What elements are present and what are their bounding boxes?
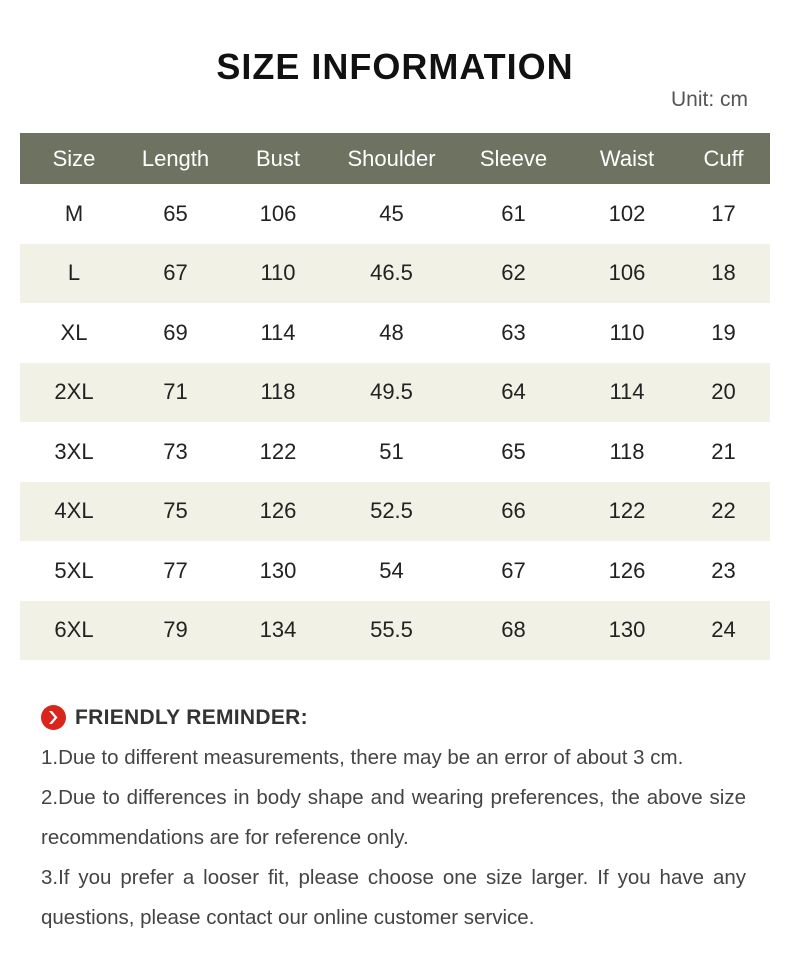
table-cell: 6XL [54,617,94,643]
unit-label: Unit: cm [670,88,748,111]
reminder-title: FRIENDLY REMINDER: [75,705,308,729]
table-cell: 4XL [54,498,94,524]
table-cell: 126 [608,557,646,583]
table-cell: 61 [501,200,526,226]
table-cell: 63 [501,319,526,345]
table-cell: 66 [501,498,526,524]
table-cell: 114 [609,379,645,405]
table-cell: 62 [501,260,526,286]
table-cell: 2XL [54,379,94,405]
table-cell: 24 [711,617,736,643]
table-cell: 102 [608,200,646,226]
table-cell: 134 [259,617,297,643]
table-cell: 122 [608,498,646,524]
table-cell: 77 [163,557,188,583]
table-cell: 130 [259,557,297,583]
header-waist: Waist [599,145,655,171]
header-bust: Bust [255,145,301,171]
header-cuff: Cuff [703,145,744,171]
table-row [20,601,770,661]
table-cell: 45 [379,200,404,226]
table-cell: M [64,200,84,226]
reminder-item: 3.If you prefer a looser fit, please choose one size larger. If you have any questions, please contact our online customer service. [41,866,746,929]
table-cell: 64 [501,379,526,405]
table-cell: 106 [608,260,646,286]
header-sleeve: Sleeve [479,145,548,171]
table-row [20,303,770,363]
table-cell: 122 [259,438,297,464]
table-cell: 67 [163,260,188,286]
table-cell: 126 [259,498,297,524]
table-cell: 118 [260,379,296,405]
table-cell: 23 [711,557,736,583]
table-cell: 67 [501,557,526,583]
table-cell: 65 [501,438,526,464]
table-cell: 75 [163,498,188,524]
table-cell: 79 [163,617,188,643]
table-cell: 19 [711,319,736,345]
table-cell: 46.5 [370,260,413,286]
table-cell: 3XL [54,438,94,464]
table-cell: 110 [609,319,645,345]
header-length: Length [141,145,210,171]
table-row [20,541,770,601]
header-shoulder: Shoulder [347,145,436,171]
table-cell: 48 [379,319,404,345]
table-header-row [20,133,770,184]
table-cell: 118 [609,438,645,464]
reminder-item: 2.Due to differences in body shape and wearing preferences, the above size recommendations are for reference only. [41,786,746,849]
table-cell: XL [60,319,88,345]
table-cell: 51 [379,438,404,464]
reminder-list [41,738,746,938]
table-cell: 130 [608,617,646,643]
header-size: Size [52,145,96,171]
page-title: SIZE INFORMATION [216,46,574,87]
table-cell: 18 [711,260,736,286]
table-row [20,184,770,244]
table-cell: 54 [379,557,404,583]
table-cell: 20 [711,379,736,405]
table-cell: 21 [711,438,736,464]
table-cell: 17 [711,200,736,226]
play-arrow-icon [41,705,66,730]
table-cell: 55.5 [370,617,413,643]
size-table [20,133,770,660]
table-cell: 110 [260,260,296,286]
table-cell: L [67,260,81,286]
table-row [20,363,770,423]
reminder-item: 1.Due to different measurements, there may be an error of about 3 cm. [41,746,684,769]
reminder-header [41,705,308,730]
table-cell: 73 [163,438,188,464]
table-cell: 65 [163,200,188,226]
table-cell: 114 [260,319,296,345]
table-cell: 106 [259,200,297,226]
table-row [20,422,770,482]
table-cell: 52.5 [370,498,413,524]
table-row [20,482,770,542]
table-cell: 71 [163,379,188,405]
table-cell: 5XL [54,557,94,583]
table-cell: 69 [163,319,188,345]
table-cell: 49.5 [370,379,413,405]
table-cell: 68 [501,617,526,643]
table-row [20,244,770,304]
table-cell: 22 [711,498,736,524]
